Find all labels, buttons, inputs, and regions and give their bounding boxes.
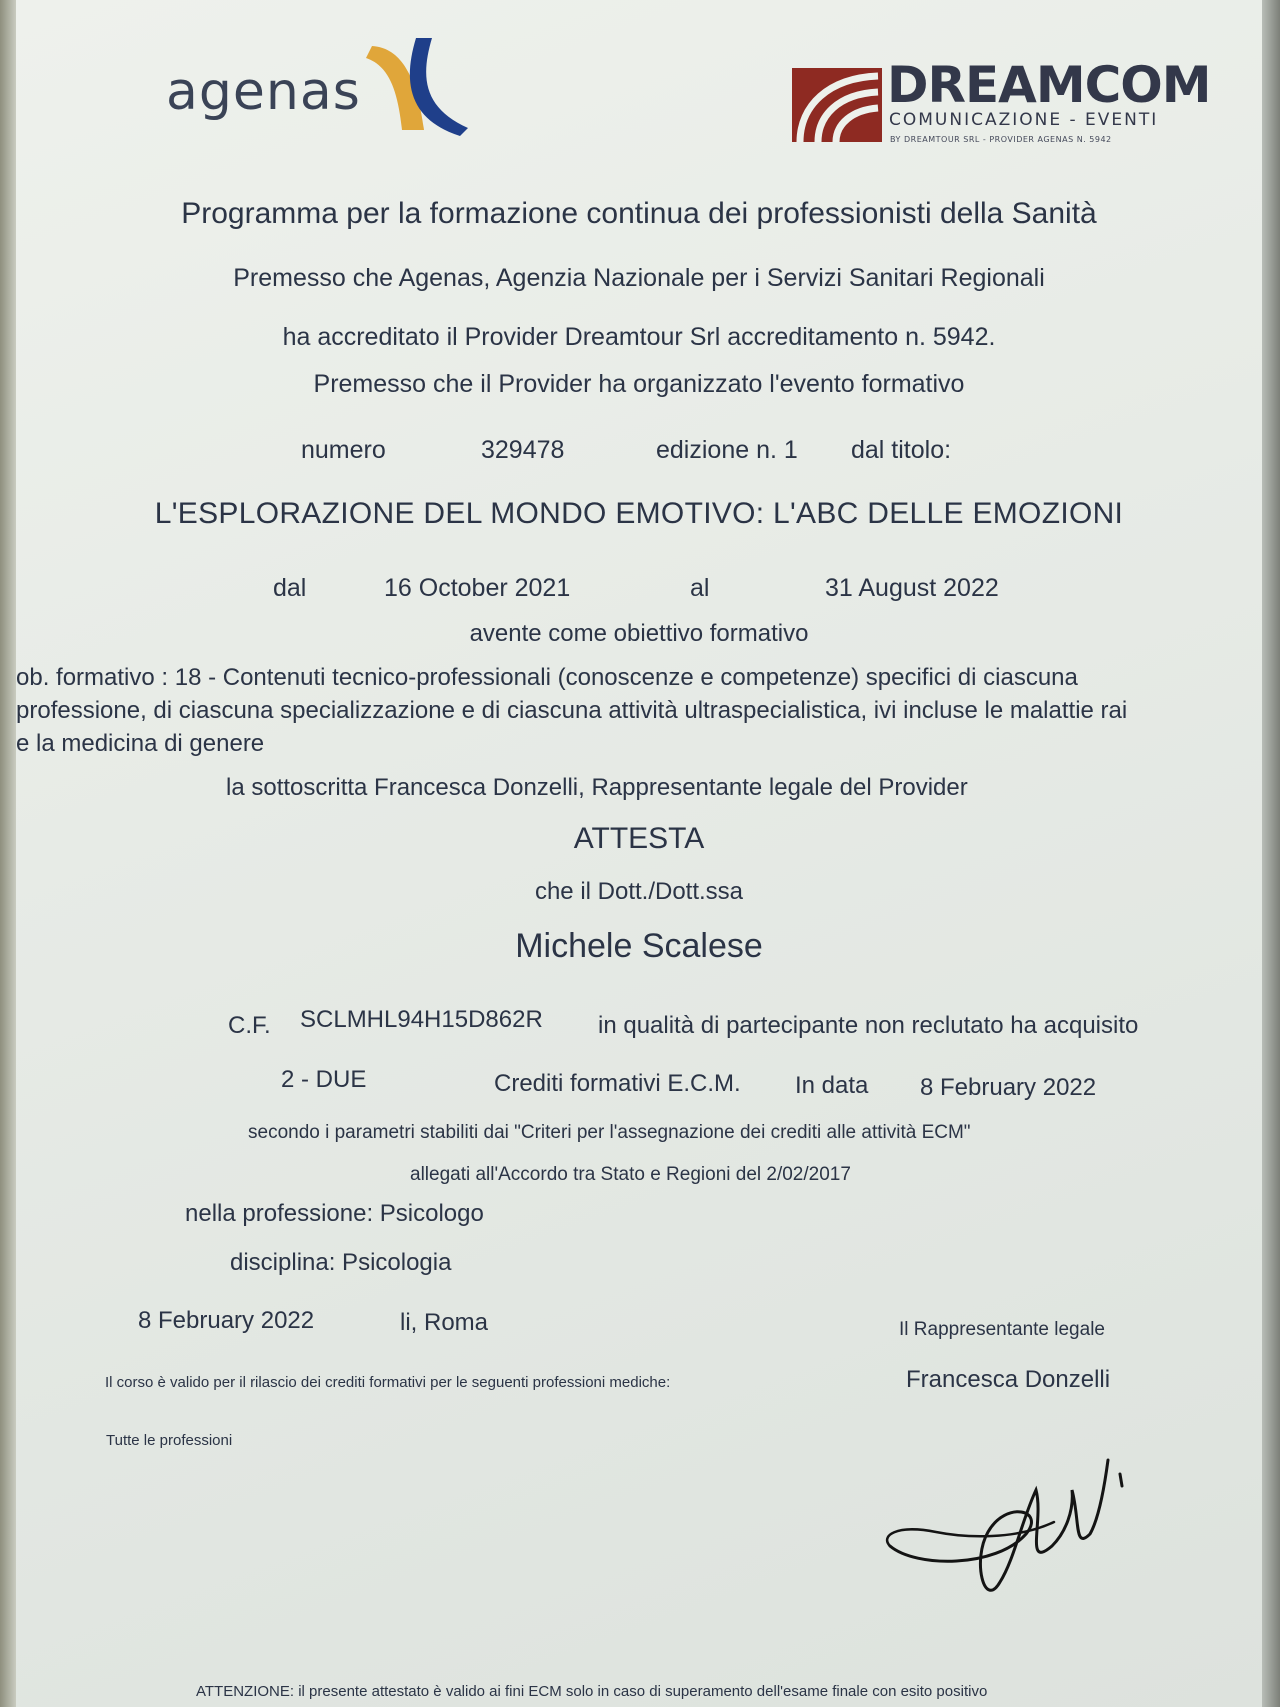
dreamcom-subtitle: COMUNICAZIONE - EVENTI — [889, 110, 1159, 130]
issue-date: 8 February 2022 — [138, 1307, 315, 1334]
edition-number: edizione n. 1 — [656, 436, 798, 464]
event-number: 329478 — [481, 436, 565, 464]
legal-rep-name: Francesca Donzelli — [906, 1366, 1111, 1393]
participation-statement: in qualità di partecipante non reclutato ha acquisito — [598, 1012, 1139, 1039]
to-label: al — [690, 574, 710, 602]
objective-line-1: ob. formativo : 18 - Contenuti tecnico-professionali (conoscenze e competenze) specifici di ciascuna — [16, 664, 1078, 691]
program-title: Programma per la formazione continua dei professionisti della Sanità — [181, 197, 1097, 230]
professions-list: Tutte le professioni — [106, 1432, 233, 1449]
discipline-line: disciplina: Psicologia — [230, 1249, 452, 1276]
frame-left-edge — [0, 0, 16, 1707]
cf-label: C.F. — [228, 1012, 271, 1039]
attention-note: ATTENZIONE: il presente attestato è valido ai fini ECM solo in caso di superamento dell'esame finale con esito positivo — [196, 1683, 988, 1700]
validity-note: Il corso è valido per il rilascio dei crediti formativi per le seguenti professioni mediche: — [105, 1374, 671, 1391]
dreamcom-arcs-icon — [792, 66, 884, 144]
agreement-line: allegati all'Accordo tra Stato e Regioni del 2/02/2017 — [410, 1164, 851, 1185]
agenas-logo-text: agenas — [166, 62, 361, 122]
participant-name: Michele Scalese — [515, 927, 763, 965]
signer-statement: la sottoscritta Francesca Donzelli, Rappresentante legale del Provider — [226, 774, 968, 801]
frame-right-edge — [1262, 0, 1280, 1707]
title-label: dal titolo: — [851, 436, 952, 464]
premise-line-2: ha accreditato il Provider Dreamtour Srl accreditamento n. 5942. — [282, 323, 996, 351]
signature-icon — [876, 1450, 1136, 1620]
from-label: dal — [273, 574, 307, 602]
objective-intro: avente come obiettivo formativo — [469, 620, 809, 647]
objective-line-3: e la medicina di genere — [16, 730, 265, 757]
start-date: 16 October 2021 — [384, 574, 571, 602]
doctor-title: che il Dott./Dott.ssa — [534, 878, 744, 905]
agenas-logo — [166, 38, 506, 148]
credits-count: 2 - DUE — [281, 1066, 367, 1093]
dreamcom-fine-print: BY DREAMTOUR SRL - PROVIDER AGENAS N. 5942 — [890, 135, 1112, 144]
numero-label: numero — [301, 436, 386, 464]
in-date-label: In data — [795, 1072, 869, 1099]
premise-line-1: Premesso che Agenas, Agenzia Nazionale per i Servizi Sanitari Regionali — [233, 264, 1045, 292]
event-title: L'ESPLORAZIONE DEL MONDO EMOTIVO: L'ABC DELLE EMOZIONI — [154, 497, 1124, 530]
certificate-sheet — [16, 0, 1262, 1707]
credits-label: Crediti formativi E.C.M. — [494, 1070, 741, 1097]
objective-line-2: professione, di ciascuna specializzazione e di ciascuna attività ultraspecialistica, ivi incluse le malattie rai — [16, 697, 1128, 724]
agenas-x-mark-icon — [362, 38, 472, 138]
premise-line-3: Premesso che il Provider ha organizzato l'evento formativo — [313, 370, 965, 398]
end-date: 31 August 2022 — [825, 574, 999, 602]
issue-place: li, Roma — [400, 1309, 489, 1336]
dreamcom-logo — [792, 56, 1232, 152]
attesta-heading: ATTESTA — [573, 822, 705, 855]
credit-date: 8 February 2022 — [920, 1074, 1097, 1101]
legal-rep-label: Il Rappresentante legale — [899, 1319, 1105, 1340]
fiscal-code: SCLMHL94H15D862R — [300, 1006, 543, 1033]
dreamcom-logo-text: DREAMCOM — [887, 56, 1211, 114]
criteria-line: secondo i parametri stabiliti dai "Criteri per l'assegnazione dei crediti alle attività ECM" — [248, 1122, 971, 1143]
profession-line: nella professione: Psicologo — [185, 1200, 484, 1227]
